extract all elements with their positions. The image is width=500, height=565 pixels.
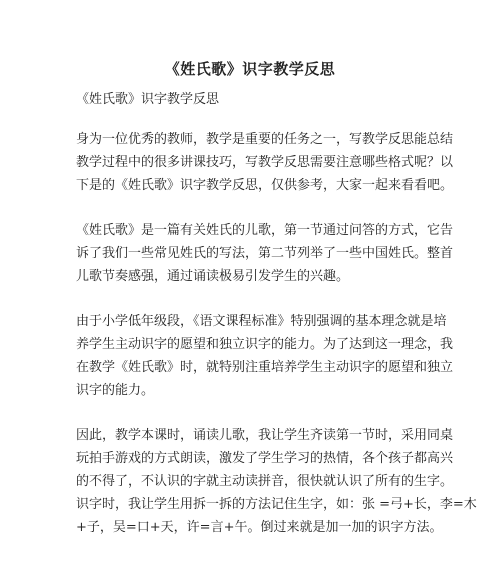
- paragraph-line: 在教学《姓氏歌》时，就特别注重培养学生主动识字的愿望和独立: [76, 360, 454, 375]
- paragraph-line: 的不得了，不认识的字就主动读拼音，很快就认识了所有的生字。: [76, 474, 454, 489]
- paragraph-line: 由于小学低年级段，《语文课程标准》特别强调的基本理念就是培: [76, 314, 447, 329]
- document-subtitle: 《姓氏歌》识字教学反思: [76, 92, 220, 107]
- paragraph-line: 识字的能力。: [76, 383, 155, 398]
- paragraph-intro: [76, 128, 454, 197]
- document-title: 《姓氏歌》识字教学反思: [164, 60, 336, 78]
- paragraph-line: 玩拍手游戏的方式朗读，激发了学生学习的热情，各个孩子都高兴: [76, 451, 454, 466]
- paragraph-line: 《姓氏歌》是一篇有关姓氏的儿歌，第一节通过问答的方式，它告: [76, 223, 454, 238]
- paragraph-line: 识字时，我让学生用拆一拆的方法记住生字，如：张 =弓+长，李=木: [76, 497, 477, 512]
- paragraph-poem-description: [76, 219, 454, 288]
- paragraph-teaching-method: [76, 424, 477, 539]
- paragraph-line: 诉了我们一些常见姓氏的写法，第二节列举了一些中国姓氏。整首: [76, 246, 454, 261]
- paragraph-line: 因此，教学本课时，诵读儿歌，我让学生齐读第一节时，采用同桌: [76, 428, 454, 443]
- paragraph-line: 养学生主动识字的愿望和独立识字的能力。为了达到这一理念，我: [76, 337, 454, 352]
- paragraph-line: 教学过程中的很多讲课技巧，写教学反思需要注意哪些格式呢？以: [76, 155, 454, 170]
- paragraph-line: 身为一位优秀的教师，教学是重要的任务之一，写教学反思能总结: [76, 132, 454, 147]
- paragraph-teaching-principle: [76, 310, 454, 402]
- paragraph-line: 下是的《姓氏歌》识字教学反思，仅供参考，大家一起来看看吧。: [76, 178, 454, 193]
- paragraph-line: +子，吴=口+天，许=言+午。倒过来就是加一加的识字方法。: [76, 520, 443, 535]
- paragraph-line: 儿歌节奏感强，通过诵读极易引发学生的兴趣。: [76, 269, 350, 284]
